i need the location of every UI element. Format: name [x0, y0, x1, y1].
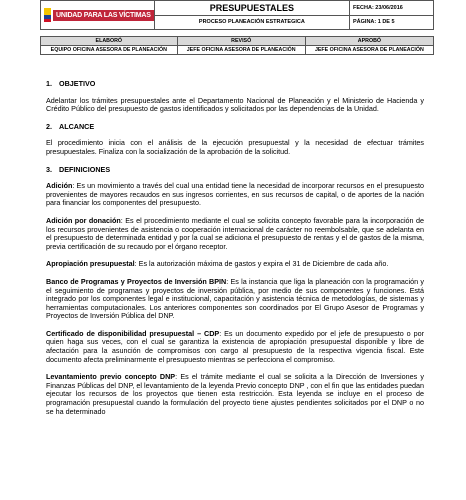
- aprobo-header: APROBÓ: [305, 37, 433, 46]
- section-heading-alcance: 2. ALCANCE: [46, 121, 95, 131]
- elaboro-header: ELABORÓ: [41, 37, 178, 46]
- colombia-flag-icon: [44, 8, 51, 22]
- elaboro-value: EQUIPO OFICINA ASESORA DE PLANEACIÓN: [41, 46, 178, 55]
- definition-paragraph: Adición: Es un movimiento a través del cual una entidad tiene la necesidad de incorporar recursos en el presupuesto provenientes de mayores recaudos en sus ingresos corrientes, en sus recursos de capital, o de aportes de la nación para financiar los componentes del presupuesto.: [46, 181, 424, 208]
- alcance-text: El procedimiento inicia con el análisis de la ejecución presupuestal y la necesidad de efectuar trámites presupuestales. Finaliza con la socialización de la aprobación de la solicitud.: [46, 138, 424, 156]
- document-body: [46, 80, 424, 425]
- logo-cell: [41, 1, 155, 30]
- section-heading-definiciones: 3. DEFINICIONES: [46, 164, 111, 174]
- reviso-header: REVISÓ: [177, 37, 305, 46]
- unidad-victimas-logo: [41, 3, 154, 27]
- aprobo-value: JEFE OFICINA ASESORA DE PLANEACIÓN: [305, 46, 433, 55]
- definition-paragraph: Banco de Programas y Proyectos de Inversión BPIN: Es la instancia que liga la planeación con la programación y el seguimiento de programas y proyectos de inversión pública, por medio de sus componentes y funciones. Está integrado por los componentes legal e institucional, capacitación y asistencia técnica de metodologías, de sistemas y herramientas computacionales. Los anteriores componentes son coordinados por El Grupo Asesor de Programas y Proyectos de Inversión Pública del DNP.: [46, 276, 424, 321]
- document-header: [40, 0, 434, 30]
- reviso-value: JEFE OFICINA ASESORA DE PLANEACIÓN: [177, 46, 305, 55]
- pagina-field: PÁGINA: 1 DE 5: [350, 15, 434, 30]
- document-title: PRESUPUESTALES: [154, 1, 349, 16]
- section-heading-objetivo: 1. OBJETIVO: [46, 79, 96, 88]
- definition-paragraph: Apropiación presupuestal: Es la autorización máxima de gastos y expira el 31 de Diciembre de cada año.: [46, 259, 389, 269]
- definition-paragraph: Levantamiento previo concepto DNP: Es el trámite mediante el cual se solicita a la Dirección de Inversiones y Finanzas Públicas del DNP, el levantamiento de la leyenda Previo concepto DNP , con el fin que las entidades puedan ejecutar los recursos de los proyectos que tienen esta restricción. Esta leyenda se incluye en el proceso de programación presupuestal cuando la formulación del proyecto tiene ajustes pendientes solicitados por el DNP o no se ha determinado: [46, 372, 424, 416]
- logo-text: UNIDAD PARA LAS VÍCTIMAS: [53, 10, 154, 21]
- objetivo-text: Adelantar los trámites presupuestales ante el Departamento Nacional de Planeación y el Ministerio de Hacienda y Crédito Público del presupuesto de gastos identificados y solicitados por las dependencias de la Unidad.: [46, 95, 424, 114]
- fecha-field: FECHA: 23/06/2016: [350, 1, 434, 16]
- process-name: PROCESO PLANEACIÓN ESTRATEGICA: [154, 15, 349, 30]
- definition-paragraph: Certificado de disponibilidad presupuestal – CDP: Es un documento expedido por el jefe de presupuesto o por quien haga sus veces, con el cual se garantiza la existencia de apropiación presupuestal disponible y libre de afectación para la asunción de compromisos con cargo al presupuesto de la respectiva vigencia fiscal. Este documento afecta preliminarmente el presupuesto mientras se perfecciona el compromiso.: [46, 328, 424, 364]
- signature-table: [40, 36, 434, 55]
- definition-paragraph: Adición por donación: Es el procedimiento mediante el cual se solicita concepto favorable para la incorporación de los recursos provenientes de asistencia o cooperación internacional de carácter no reembolsable, que se adelanta en el presupuesto de determinada entidad y por la cual se adiciona el presupuesto de rentas y el de gastos de la misma, previa certificación de su recaudo por el órgano receptor.: [46, 215, 424, 251]
